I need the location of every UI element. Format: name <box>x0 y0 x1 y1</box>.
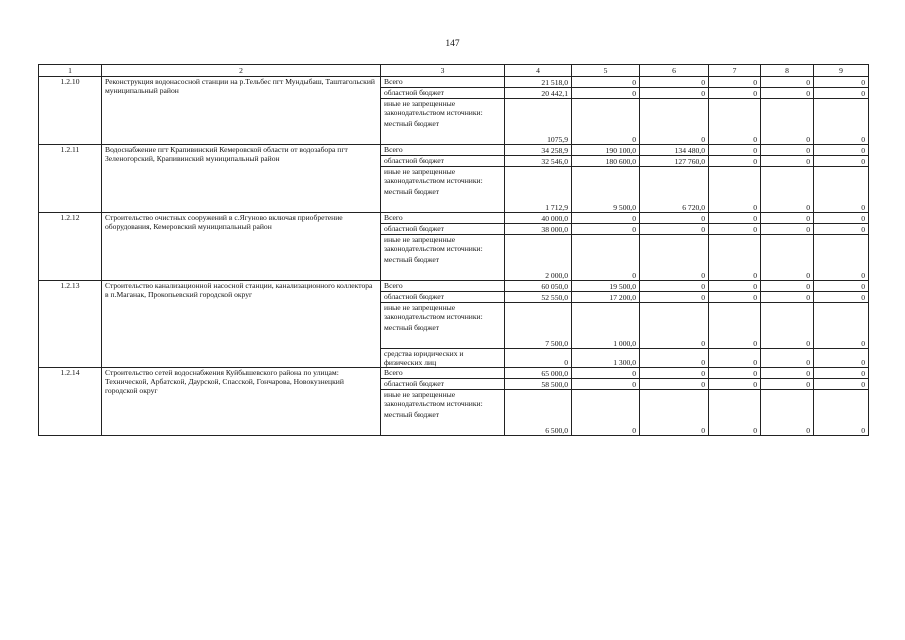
page-number: 147 <box>445 39 460 49</box>
amount-cell: 0 <box>761 145 814 156</box>
amount-cell: 0 <box>709 292 761 303</box>
table-row <box>39 213 869 224</box>
amount-cell: 0 <box>814 88 869 99</box>
column-header: 2 <box>102 65 381 77</box>
amount-cell: 0 <box>572 390 640 436</box>
amount-cell: 0 <box>572 99 640 145</box>
amount-cell: 0 <box>640 379 709 390</box>
budget-table <box>38 64 869 436</box>
amount-cell: 0 <box>761 213 814 224</box>
amount-cell: 0 <box>761 349 814 368</box>
funding-source-cell <box>381 281 505 292</box>
amount-cell: 0 <box>814 292 869 303</box>
amount-cell: 0 <box>709 88 761 99</box>
funding-source-cell <box>381 88 505 99</box>
amount-cell: 0 <box>640 77 709 88</box>
amount-cell: 0 <box>814 303 869 349</box>
project-name: Реконструкция водонасосной станции на р.Тельбес пгт Мундыбаш, Таштагольский муниципальный район <box>102 77 381 145</box>
amount-cell: 0 <box>814 145 869 156</box>
amount-cell: 1 712,9 <box>505 167 572 213</box>
amount-cell: 0 <box>814 167 869 213</box>
project-name: Строительство очистных сооружений в с.Ягуново включая приобретение оборудования, Кемеровский муниципальный район <box>102 213 381 281</box>
amount-cell: 6 500,0 <box>505 390 572 436</box>
amount-cell: 0 <box>640 281 709 292</box>
amount-cell: 0 <box>640 213 709 224</box>
amount-cell: 0 <box>709 77 761 88</box>
amount-cell: 0 <box>709 167 761 213</box>
amount-cell: 65 000,0 <box>505 368 572 379</box>
amount-cell: 0 <box>640 99 709 145</box>
project-code: 1.2.14 <box>39 368 102 436</box>
amount-cell: 0 <box>572 368 640 379</box>
amount-cell: 0 <box>572 77 640 88</box>
amount-cell: 0 <box>761 235 814 281</box>
amount-cell: 0 <box>709 213 761 224</box>
amount-cell: 0 <box>709 349 761 368</box>
funding-source-cell <box>381 224 505 235</box>
amount-cell: 0 <box>640 88 709 99</box>
amount-cell: 0 <box>640 224 709 235</box>
amount-cell: 0 <box>814 379 869 390</box>
funding-source-label: областной бюджет <box>384 292 444 301</box>
funding-source-label: Всего <box>384 281 403 290</box>
table-row <box>39 281 869 292</box>
amount-cell: 0 <box>761 281 814 292</box>
amount-cell: 0 <box>709 145 761 156</box>
amount-cell: 20 442,1 <box>505 88 572 99</box>
funding-source-prefix: иные не запрещенные законодательством источники: <box>384 303 483 321</box>
project-code: 1.2.12 <box>39 213 102 281</box>
funding-source-prefix: иные не запрещенные законодательством источники: <box>384 167 483 185</box>
amount-cell: 0 <box>761 390 814 436</box>
amount-cell: 1075,9 <box>505 99 572 145</box>
amount-cell: 0 <box>709 156 761 167</box>
funding-source-cell <box>381 235 505 281</box>
amount-cell: 0 <box>709 99 761 145</box>
amount-cell: 32 546,0 <box>505 156 572 167</box>
funding-source-cell <box>381 99 505 145</box>
amount-cell: 0 <box>709 390 761 436</box>
amount-cell: 52 550,0 <box>505 292 572 303</box>
funding-source-prefix: иные не запрещенные законодательством источники: <box>384 390 483 408</box>
amount-cell: 34 258,9 <box>505 145 572 156</box>
funding-source-cell <box>381 145 505 156</box>
amount-cell: 0 <box>709 224 761 235</box>
amount-cell: 58 500,0 <box>505 379 572 390</box>
amount-cell: 21 518,0 <box>505 77 572 88</box>
funding-source-prefix: иные не запрещенные законодательством источники: <box>384 99 483 117</box>
column-header: 6 <box>640 65 709 77</box>
funding-source-cell <box>381 156 505 167</box>
amount-cell: 17 200,0 <box>572 292 640 303</box>
amount-cell: 0 <box>709 368 761 379</box>
amount-cell: 6 720,0 <box>640 167 709 213</box>
funding-source-label: средства юридических и физических лиц <box>384 349 464 367</box>
amount-cell: 0 <box>709 281 761 292</box>
funding-source-label: областной бюджет <box>384 88 444 97</box>
funding-source-label: Всего <box>384 145 403 154</box>
amount-cell: 0 <box>709 303 761 349</box>
project-code: 1.2.13 <box>39 281 102 368</box>
amount-cell: 0 <box>761 224 814 235</box>
amount-cell: 0 <box>814 99 869 145</box>
column-header-row <box>39 65 869 77</box>
amount-cell: 0 <box>640 390 709 436</box>
amount-cell: 0 <box>814 235 869 281</box>
amount-cell: 0 <box>761 77 814 88</box>
amount-cell: 0 <box>572 235 640 281</box>
funding-source-label: Всего <box>384 213 403 222</box>
amount-cell: 0 <box>814 349 869 368</box>
amount-cell: 0 <box>640 349 709 368</box>
funding-source-cell <box>381 368 505 379</box>
project-name: Водоснабжение пгт Крапивинский Кемеровской области от водозабора пгт Зеленогорский, Крапивинский муниципальный район <box>102 145 381 213</box>
funding-source-cell <box>381 349 505 368</box>
project-name: Строительство канализационной насосной станции, канализационного коллектора в п.Маганак, Прокопьевский городской округ <box>102 281 381 368</box>
amount-cell: 38 000,0 <box>505 224 572 235</box>
amount-cell: 0 <box>814 390 869 436</box>
amount-cell: 127 760,0 <box>640 156 709 167</box>
amount-cell: 0 <box>572 88 640 99</box>
funding-source-label: местный бюджет <box>384 119 440 128</box>
amount-cell: 9 500,0 <box>572 167 640 213</box>
amount-cell: 0 <box>814 213 869 224</box>
amount-cell: 0 <box>709 379 761 390</box>
amount-cell: 2 000,0 <box>505 235 572 281</box>
funding-source-cell <box>381 379 505 390</box>
column-header: 9 <box>814 65 869 77</box>
amount-cell: 60 050,0 <box>505 281 572 292</box>
column-header: 4 <box>505 65 572 77</box>
amount-cell: 0 <box>640 303 709 349</box>
amount-cell: 0 <box>640 368 709 379</box>
amount-cell: 0 <box>814 368 869 379</box>
funding-source-prefix: иные не запрещенные законодательством источники: <box>384 235 483 253</box>
table-row <box>39 145 869 156</box>
amount-cell: 7 500,0 <box>505 303 572 349</box>
funding-source-label: местный бюджет <box>384 410 440 419</box>
amount-cell: 0 <box>814 77 869 88</box>
amount-cell: 0 <box>814 224 869 235</box>
amount-cell: 0 <box>761 99 814 145</box>
table-row <box>39 368 869 379</box>
amount-cell: 180 600,0 <box>572 156 640 167</box>
amount-cell: 0 <box>761 167 814 213</box>
funding-source-label: областной бюджет <box>384 379 444 388</box>
funding-source-label: местный бюджет <box>384 323 440 332</box>
funding-source-label: местный бюджет <box>384 187 440 196</box>
amount-cell: 0 <box>640 292 709 303</box>
funding-source-cell <box>381 390 505 436</box>
project-code: 1.2.10 <box>39 77 102 145</box>
amount-cell: 134 480,0 <box>640 145 709 156</box>
amount-cell: 1 000,0 <box>572 303 640 349</box>
column-header: 8 <box>761 65 814 77</box>
amount-cell: 1 300,0 <box>572 349 640 368</box>
funding-source-label: Всего <box>384 368 403 377</box>
project-code: 1.2.11 <box>39 145 102 213</box>
funding-source-label: Всего <box>384 77 403 86</box>
amount-cell: 0 <box>761 88 814 99</box>
funding-source-cell <box>381 292 505 303</box>
amount-cell: 0 <box>572 224 640 235</box>
amount-cell: 0 <box>761 303 814 349</box>
amount-cell: 0 <box>761 379 814 390</box>
amount-cell: 0 <box>814 156 869 167</box>
amount-cell: 0 <box>572 213 640 224</box>
column-header: 5 <box>572 65 640 77</box>
amount-cell: 0 <box>572 379 640 390</box>
table-row <box>39 77 869 88</box>
amount-cell: 0 <box>709 235 761 281</box>
column-header: 1 <box>39 65 102 77</box>
funding-source-cell <box>381 77 505 88</box>
amount-cell: 0 <box>814 281 869 292</box>
funding-source-label: областной бюджет <box>384 156 444 165</box>
project-name: Строительство сетей водоснабжения Куйбышевского района по улицам: Технической, Арбатской, Даурской, Спасской, Гончарова, Новокузнецкий городской округ <box>102 368 381 436</box>
amount-cell: 0 <box>761 368 814 379</box>
amount-cell: 0 <box>761 292 814 303</box>
amount-cell: 19 500,0 <box>572 281 640 292</box>
column-header: 7 <box>709 65 761 77</box>
column-header: 3 <box>381 65 505 77</box>
amount-cell: 190 100,0 <box>572 145 640 156</box>
amount-cell: 40 000,0 <box>505 213 572 224</box>
amount-cell: 0 <box>640 235 709 281</box>
amount-cell: 0 <box>761 156 814 167</box>
amount-cell: 0 <box>505 349 572 368</box>
funding-source-cell <box>381 213 505 224</box>
funding-source-label: местный бюджет <box>384 255 440 264</box>
funding-source-cell <box>381 303 505 349</box>
funding-source-label: областной бюджет <box>384 224 444 233</box>
funding-source-cell <box>381 167 505 213</box>
